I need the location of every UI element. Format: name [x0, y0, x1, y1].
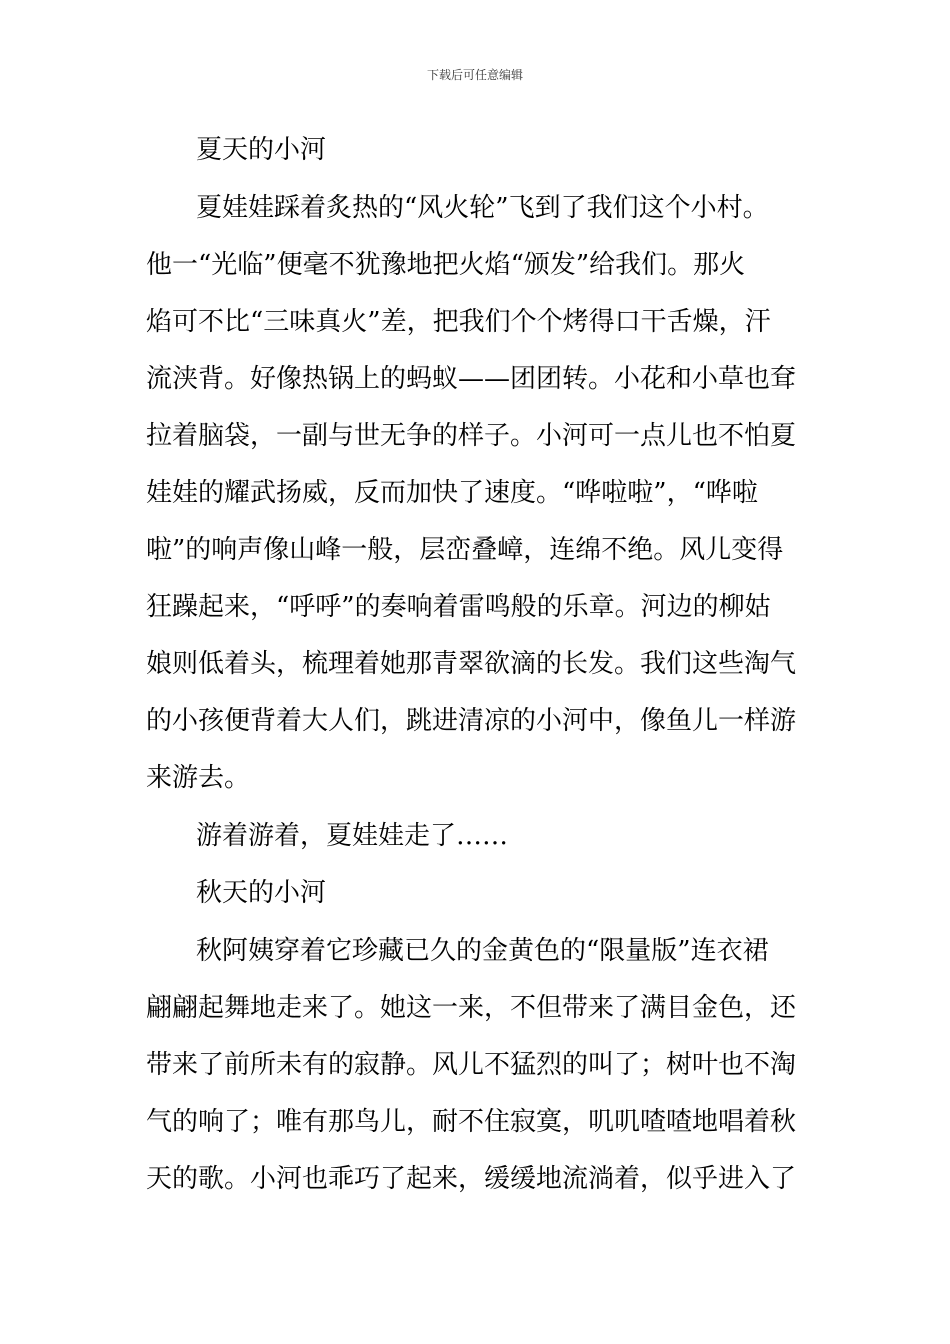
paragraph-line: 来游去。 [146, 763, 251, 793]
paragraph-line: 夏娃娃踩着炙热的“风火轮”飞到了我们这个小村。 [196, 193, 769, 223]
heading-summer-river: 夏天的小河 [196, 135, 327, 165]
heading-autumn-river: 秋天的小河 [196, 878, 327, 908]
paragraph-line: 气的响了；唯有那鸟儿，耐不住寂寞，叽叽喳喳地唱着秋 [146, 1107, 797, 1137]
paragraph-line: 游着游着，夏娃娃走了…… [196, 821, 509, 851]
paragraph-line: 娃娃的耀武扬威，反而加快了速度。“哗啦啦”，“哗啦 [146, 478, 758, 508]
paragraph-line: 娘则低着头，梳理着她那青翠欲滴的长发。我们这些淘气 [146, 649, 797, 679]
paragraph-line: 啦”的响声像山峰一般，层峦叠嶂，连绵不绝。风儿变得 [146, 535, 784, 565]
paragraph-line: 焰可不比“三味真火”差，把我们个个烤得口干舌燥，汗 [146, 307, 771, 337]
paragraph-line: 拉着脑袋，一副与世无争的样子。小河可一点儿也不怕夏 [146, 421, 797, 451]
paragraph-line: 带来了前所未有的寂静。风儿不猛烈的叫了；树叶也不淘 [146, 1050, 797, 1080]
paragraph-line: 翩翩起舞地走来了。她这一来，不但带来了满目金色，还 [146, 993, 797, 1023]
header-note: 下载后可任意编辑 [426, 68, 523, 82]
paragraph-line: 流浃背。好像热锅上的蚂蚁——团团转。小花和小草也耷 [146, 364, 797, 394]
paragraph-line: 秋阿姨穿着它珍藏已久的金黄色的“限量版”连衣裙 [196, 936, 769, 966]
paragraph-line: 天的歌。小河也乖巧了起来，缓缓地流淌着，似乎进入了 [146, 1164, 797, 1194]
paragraph-line: 的小孩便背着大人们，跳进清凉的小河中，像鱼儿一样游 [146, 706, 797, 736]
paragraph-line: 他一“光临”便毫不犹豫地把火焰“颁发”给我们。那火 [146, 250, 746, 280]
paragraph-line: 狂躁起来，“呼呼”的奏响着雷鸣般的乐章。河边的柳姑 [146, 592, 771, 622]
